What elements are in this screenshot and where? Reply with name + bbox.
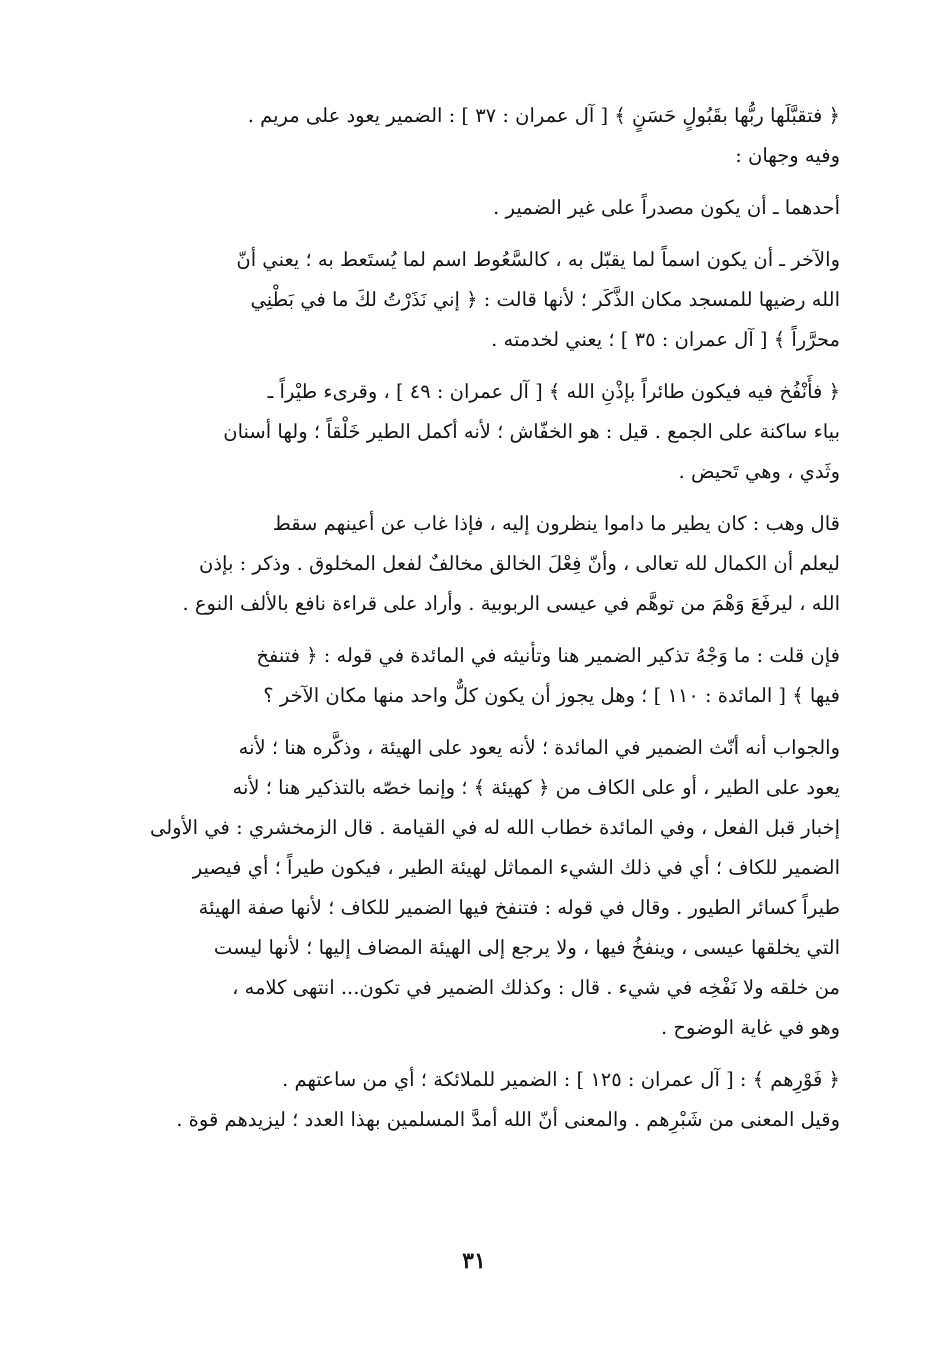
text-line: وفيه وجهان : — [735, 144, 840, 167]
text-line: وثَدي ، وهي تَحيض . — [678, 460, 840, 483]
text-line: الله ، ليرفَعَ وَهْمَ من توهَّم في عيسى الربوبية . وأراد على قراءة نافع بالألف النوع . — [182, 592, 840, 615]
paragraph — [150, 636, 840, 716]
text-line: ﴿ فتقبَّلَها ربُّها بقَبُولٍ حَسَنٍ ﴾ [ آل عمران : ٣٧ ] : الضمير يعود على مريم . — [247, 104, 840, 127]
text-line: فإن قلت : ما وَجْهُ تذكير الضمير هنا وتأنيثه في المائدة في قوله : ﴿ فتنفخ — [256, 644, 840, 667]
paragraph — [150, 240, 840, 360]
text-line: من خلقه ولا نَفْخِه في شيء . قال : وكذلك الضمير في تكون... انتهى كلامه ، — [232, 976, 840, 999]
text-line: ﴿ فَوْرِهم ﴾ : [ آل عمران : ١٢٥ ] : الضمير للملائكة ؛ أي من ساعتهم . — [282, 1068, 840, 1091]
text-line: محرَّراً ﴾ [ آل عمران : ٣٥ ] ؛ يعني لخدمته . — [491, 328, 840, 351]
text-line: فيها ﴾ [ المائدة : ١١٠ ] ؛ وهل يجوز أن يكون كلٌّ واحد منها مكان الآخر ؟ — [263, 684, 840, 707]
text-line: الله رضيها للمسجد مكان الذَّكَر ؛ لأنها قالت : ﴿ إني نَذَرْتُ لكَ ما في بَطْنِي — [250, 288, 840, 311]
text-line: إخبار قبل الفعل ، وفي المائدة خطاب الله له في القيامة . قال الزمخشري : في الأولى — [150, 816, 840, 839]
paragraph — [150, 728, 840, 1048]
text-line: أحدهما ـ أن يكون مصدراً على غير الضمير . — [493, 196, 840, 219]
paragraph — [150, 504, 840, 624]
text-line: يعود على الطير ، أو على الكاف من ﴿ كهيئة ﴾ ؛ وإنما خصّه بالتذكير هنا ؛ لأنه — [232, 776, 840, 799]
paragraph — [150, 1060, 840, 1140]
paragraph — [150, 96, 840, 176]
text-line: بياء ساكنة على الجمع . قيل : هو الخفّاش ؛ لأنه أكمل الطير خَلْقاً ؛ ولها أسنان — [223, 420, 840, 443]
text-line: ﴿ فأَنْفُخ فيه فيكون طائراً بإذْنِ الله ﴾ [ آل عمران : ٤٩ ] ، وقرىء طيْراً ـ — [267, 380, 840, 403]
text-line: طيراً كسائر الطيور . وقال في قوله : فتنفخ فيها الضمير للكاف ؛ لأنها صفة الهيئة — [198, 896, 840, 919]
text-line: ليعلم أن الكمال لله تعالى ، وأنّ فِعْلَ الخالق مخالفٌ لفعل المخلوق . وذكر : بإذن — [199, 552, 840, 575]
body-text — [150, 96, 840, 1152]
text-line: التي يخلقها عيسى ، وينفخُ فيها ، ولا يرجع إلى الهيئة المضاف إليها ؛ لأنها ليست — [213, 936, 840, 959]
paragraph — [150, 372, 840, 492]
text-line: الضمير للكاف ؛ أي في ذلك الشيء المماثل لهيئة الطير ، فيكون طيراً ؛ أي فيصير — [192, 856, 840, 879]
text-line: وهو في غاية الوضوح . — [660, 1016, 840, 1039]
text-line: وقيل المعنى من شَبْرِهم . والمعنى أنّ الله أمدَّ المسلمين بهذا العدد ؛ ليزيدهم قوة . — [176, 1108, 840, 1131]
text-line: والآخر ـ أن يكون اسماً لما يقبّل به ، كالسَّعُوط اسم لما يُستَعط به ؛ يعني أنّ — [236, 248, 840, 271]
paragraph — [150, 188, 840, 228]
text-line: والجواب أنه أنّث الضمير في المائدة ؛ لأنه يعود على الهيئة ، وذكَّره هنا ؛ لأنه — [238, 736, 840, 759]
page-number: ٣١ — [462, 1248, 486, 1274]
text-line: قال وهب : كان يطير ما داموا ينظرون إليه ، فإذا غاب عن أعينهم سقط — [272, 512, 840, 535]
